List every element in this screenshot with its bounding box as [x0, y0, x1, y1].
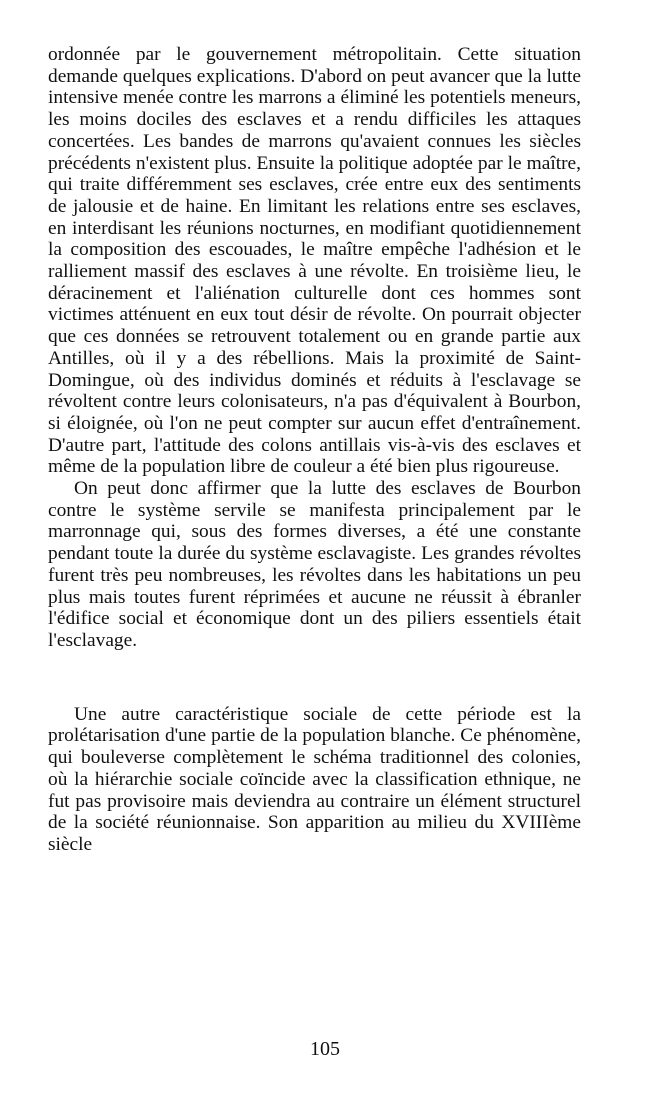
paragraph-marronnage: On peut donc affirmer que la lutte des esclaves de Bourbon contre le système servile se manifesta principalement par le marronnage qui, sous des formes diverses, a été une constante pendant toute la durée du système esclavagiste. Les grandes révoltes furent très peu nombreuses, les révoltes dans les habitations un peu plus mais toutes furent réprimées et aucune ne réussit à ébranler l'édifice social et économique dont un des piliers essentiels était l'esclavage. — [48, 478, 581, 651]
paragraph-proletarisation: Une autre caractéristique sociale de cette période est la prolétarisation d'une partie de la population blanche. Ce phénomène, qui bouleverse complètement le schéma traditionnel des colonies, où la hiérarchie sociale coïncide avec la classification ethnique, ne fut pas provisoire mais deviendra au contraire un élément structurel de la société réunionnaise. Son apparition au milieu du XVIIIème siècle — [48, 703, 581, 855]
document-page — [48, 44, 581, 856]
paragraph-continued: ordonnée par le gouvernement métropolitain. Cette situation demande quelques explications. D'abord on peut avancer que la lutte intensive menée contre les marrons a éliminé les potentiels meneurs, les moins dociles des esclaves et a rendu difficiles les attaques concertées. Les bandes de marrons qu'avaient connues les siècles précédents n'existent plus. Ensuite la politique adoptée par le maître, qui traite différemment ses esclaves, crée entre eux des sentiments de jalousie et de haine. En limitant les relations entre ses esclaves, en interdisant les réunions nocturnes, en modifiant quotidiennement la composition des escouades, le maître empêche l'adhésion et le ralliement massif des esclaves à une révolte. En troisième lieu, le déracinement et l'aliénation culturelle dont ces hommes sont victimes atténuent en eux tout désir de révolte. On pourrait objecter que ces données se retrouvent totalement ou en grande partie aux Antilles, où il y a des rébellions. Mais la proximité de Saint-Domingue, où des individus dominés et réduits à l'esclavage se révoltent contre leurs colonisateurs, n'a pas d'équivalent à Bourbon, si éloignée, où l'on ne peut compter sur aucun effet d'entraînement. D'autre part, l'attitude des colons antillais vis-à-vis des esclaves et même de la population libre de couleur a été bien plus rigoureuse. — [48, 44, 581, 478]
page-number: 105 — [310, 1038, 340, 1060]
